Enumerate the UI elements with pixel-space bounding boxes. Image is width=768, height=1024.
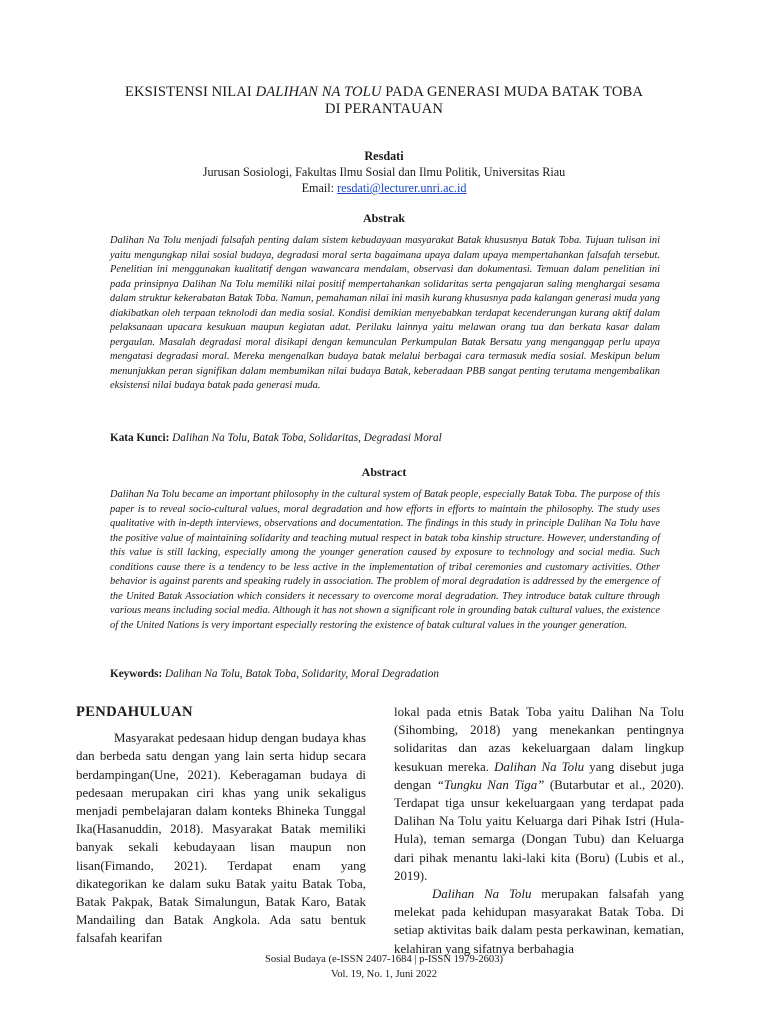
author-name: Resdati bbox=[364, 149, 404, 163]
keywords-values: Dalihan Na Tolu, Batak Toba, Solidarity, Moral Degradation bbox=[165, 668, 439, 680]
title-text-italic: DALIHAN NA TOLU bbox=[255, 84, 382, 100]
kata-kunci-label: Kata Kunci: bbox=[110, 432, 173, 444]
body-text: yang disebut juga dengan bbox=[394, 759, 684, 792]
body-column-right bbox=[394, 703, 684, 958]
title-line-1 bbox=[80, 84, 688, 101]
author-email-line bbox=[80, 180, 688, 196]
body-text-italic: Dalihan Na Tolu bbox=[494, 759, 585, 774]
body-text-italic: Dalihan Na Tolu bbox=[432, 887, 532, 902]
kata-kunci bbox=[110, 432, 670, 444]
footer-journal: Sosial Budaya (e-ISSN 2407-1684 | p-ISSN 1979-2603) bbox=[264, 954, 504, 965]
title-line-2: DI PERANTAUAN bbox=[324, 101, 444, 117]
kata-kunci-values: Dalihan Na Tolu, Batak Toba, Solidaritas, Degradasi Moral bbox=[172, 432, 442, 444]
paper-title bbox=[80, 84, 688, 118]
body-paragraph bbox=[394, 703, 684, 885]
section-title-pendahuluan: PENDAHULUAN bbox=[76, 704, 193, 720]
email-link[interactable]: resdati@lecturer.unri.ac.id bbox=[337, 181, 467, 195]
abstrak-text: Dalihan Na Tolu menjadi falsafah penting dalam sistem kebudayaan masyarakat Batak khususnya Batak Toba. Tujuan tulisan ini yaitu mengungkap nilai sosial budaya, degradasi moral serta bagaimana upaya dalam upaya mempertahankan falsafah tersebut. Penelitian ini menggunakan kualitatif dengan wawancara mendalam, observasi dan dokumentasi. Temuan dalam penelitian ini pada prinsipnya Dalihan Na Tolu memiliki nilai positif mempertahankan solidaritas serta pengajaran saling menghargai sesama dalam struktur kekerabatan Batak Toba. Namun, pemahaman nilai ini masih kurang khususnya pada kalangan generasi muda yang diakibatkan oleh terpaan teknolodi dan media sosial. Kondisi demikian menyebabkan terdapat kecenderungan kurang aktif dalam pelaksanaan upacara kesukuan maupun kegiatan adat. Perilaku lainnya yaitu melawan orang tua dan berkata kasar dalam pergaulan. Masalah degradasi moral disikapi dengan kemunculan Perkumpulan Batak Bersatu yang menganggap perlu upaya mengatasi degradasi moral. Mereka mengenalkan budaya batak melalui berbagai cara termasuk media sosial. Meskipun belum menunjukkan peran signifikan dalam membumikan nilai budaya Batak, keberadaan PBB sangat penting terutama mengembalikan eksistensi nilai budaya batak pada generasi muda. bbox=[110, 235, 660, 391]
body-text-italic: “Tungku Nan Tiga” bbox=[436, 777, 545, 792]
author-affiliation: Jurusan Sosiologi, Fakultas Ilmu Sosial dan Ilmu Politik, Universitas Riau bbox=[202, 165, 566, 179]
keywords bbox=[110, 668, 670, 680]
abstract-text: Dalihan Na Tolu became an important philosophy in the cultural system of Batak people, especially Batak Toba. The purpose of this paper is to reveal socio-cultural values, moral degradation and how efforts in efforts to maintain the philosophy. The study uses qualitative with in-depth interviews, observations and documentation. The findings in this study in principle Dalihan Na Tolu have the positive value of maintaining solidarity and teaching mutual respect in batak toba kinship structure. However, understanding of this value is still lacking, especially among the younger generation caused by exposure to technology and social media. Such conditions cause there is a tendency to be less active in the implementation of tribal ceremonies and customary activities. Other behavior is against parents and speaking rudely in association. The problem of moral degradation is addressed by the emergence of the United Batak Association which considers it necessary to overcome moral degradation. They introduce batak culture through various means including social media. Although it has not shown a significant role in grounding batak cultural values, the existence of the United Nations is very important especially restoring the existence of batak cultural values in the younger generation. bbox=[110, 489, 660, 631]
footer-volume: Vol. 19, No. 1, Juni 2022 bbox=[330, 969, 438, 980]
body-text: merupakan falsafah yang melekat pada kehidupan masyarakat Batak Toba. Di setiap aktivitas baik dalam pesta perkawinan, kematian, kelahiran yang sifatnya berbahagia bbox=[394, 887, 684, 956]
body-column-left bbox=[76, 703, 366, 948]
abstract-heading: Abstract bbox=[361, 465, 407, 479]
title-text-post: PADA GENERASI MUDA BATAK TOBA bbox=[381, 84, 643, 100]
keywords-label: Keywords: bbox=[110, 668, 165, 680]
page-footer bbox=[80, 952, 688, 982]
abstrak-heading: Abstrak bbox=[362, 211, 405, 225]
body-text: (Butarbutar et al., 2020). Terdapat tiga unsur kekeluargaan yang terdapat pada Dalihan Na Tolu yaitu Keluarga dari Pihak Istri (Hula-Hula), teman semarga (Dongan Tubu) dan Keluarga dari pihak menantu laki-laki kita (Boru) (Lubis et al., 2019). bbox=[394, 777, 684, 883]
title-text-pre: EKSISTENSI NILAI bbox=[125, 84, 256, 100]
body-paragraph: Masyarakat pedesaan hidup dengan budaya khas dan berbeda satu dengan yang lain serta hidup secara berdampingan(Une, 2021). Keberagaman budaya di pedesaan merupakan ciri khas yang unik sekaligus menjadi pembelajaran dalam konteks Bhineka Tunggal Ika(Hasanuddin, 2018). Masyarakat Batak memiliki banyak sekali kebudayaan lisan maupun non lisan(Fimando, 2021). Terdapat enam yang dikategorikan ke dalam suku Batak yaitu Batak Toba, Batak Pakpak, Batak Simalungun, Batak Karo, Batak Mandailing dan Batak Angkola. Ada satu bentuk falsafah kearifan bbox=[76, 731, 366, 946]
body-text: lokal pada etnis Batak Toba yaitu Dalihan Na Tolu (Sihombing, 2018) yang menekankan pentingnya solidaritas dan azas kekeluargaan dalam lingkup kesukuan mereka. bbox=[394, 705, 684, 774]
author-block bbox=[80, 148, 688, 196]
email-label: Email: bbox=[301, 181, 338, 195]
body-paragraph bbox=[394, 885, 684, 958]
